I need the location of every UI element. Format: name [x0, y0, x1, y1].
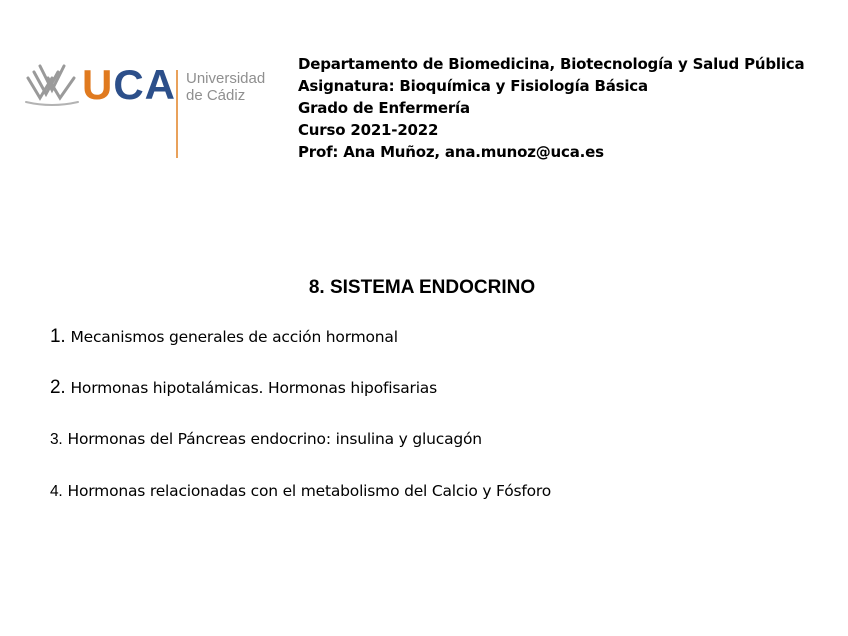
page-title-text: 8. SISTEMA ENDOCRINO — [308, 277, 536, 298]
list-item — [50, 428, 482, 451]
logo-line-2: de Cádiz — [186, 87, 246, 104]
page-title — [0, 276, 848, 300]
subject-line: Asignatura: Bioquímica y Fisiología Básica — [298, 77, 648, 95]
degree-line: Grado de Enfermería — [298, 99, 470, 117]
course-year-line: Curso 2021-2022 — [298, 121, 439, 139]
list-item-text: Hormonas hipotalámicas. Hormonas hipofisarias — [70, 379, 437, 397]
list-item-number: 1. — [50, 326, 66, 347]
list-item — [50, 377, 437, 399]
uca-emblem-icon — [24, 62, 80, 108]
logo-u: U — [82, 61, 114, 108]
list-item-number: 4. — [50, 483, 63, 500]
logo-university-name — [186, 70, 265, 104]
list-item-text: Mecanismos generales de acción hormonal — [70, 328, 398, 346]
course-header — [298, 53, 838, 163]
department-line: Departamento de Biomedicina, Biotecnología y Salud Pública — [298, 55, 805, 73]
list-item — [50, 480, 551, 503]
list-item-text: Hormonas relacionadas con el metabolismo del Calcio y Fósforo — [67, 482, 552, 500]
list-item-number: 2. — [50, 377, 66, 398]
list-item-text: Hormonas del Páncreas endocrino: insulina y glucagón — [67, 430, 482, 448]
list-item-number: 3. — [50, 431, 63, 448]
logo-divider — [176, 70, 178, 158]
professor-line: Prof: Ana Muñoz, ana.munoz@uca.es — [298, 143, 604, 161]
list-item — [50, 326, 398, 348]
logo-wordmark — [82, 60, 176, 110]
uca-logo — [24, 56, 284, 160]
logo-line-1: Universidad — [186, 70, 266, 87]
logo-ca: CA — [113, 61, 177, 108]
